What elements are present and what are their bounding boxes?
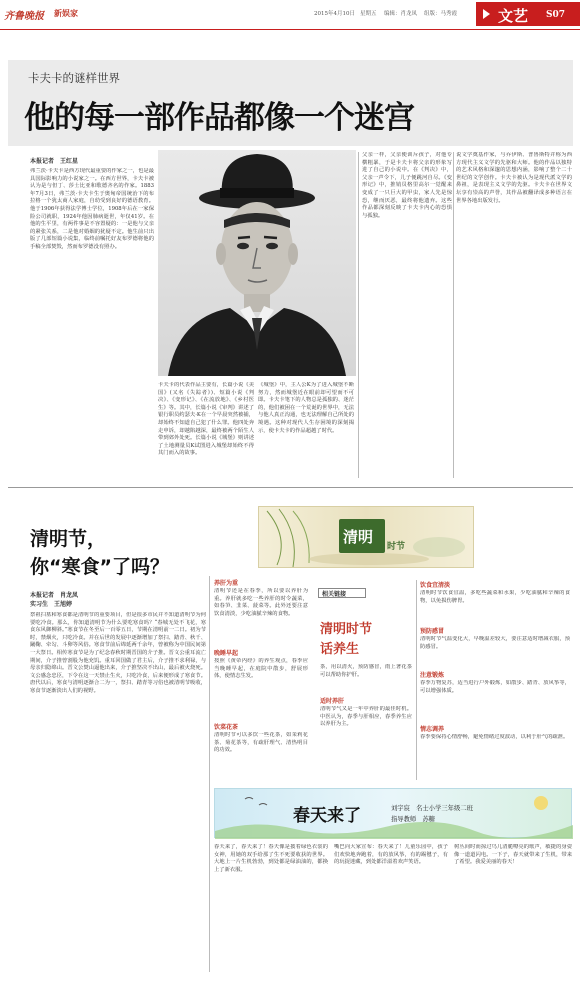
qingming-headline-1: 清明节， [30, 528, 107, 550]
yangsheng-tip-text-5: 春季要保持心情舒畅，避免情绪过度波动，以利于肝气的疏泄。 [420, 734, 569, 740]
header-weekday: 星期五 [360, 11, 377, 17]
kafka-col-divider [453, 152, 454, 478]
page-header [0, 0, 580, 30]
yangsheng-tip-text-2: 清明时节饮食宜温，多吃些蔬菜和水果，少吃油腻和辛辣的食物，以免损伤脾胃。 [420, 590, 570, 604]
section-divider [8, 487, 573, 488]
qingming-banner [258, 506, 474, 568]
yangsheng-tip-heading-5: 情志调养 [420, 726, 445, 733]
kafka-kicker: 卡夫卡的谜样世界 [28, 71, 120, 85]
tip-heading-1: 养肝为重 [214, 580, 239, 587]
section-marker-icon [483, 9, 490, 19]
qingming-col-divider [209, 576, 210, 972]
kafka-portrait [158, 150, 356, 376]
spring-byline-1: 刘宇宸 名士小学三年级二班 [391, 805, 473, 812]
tip-text-2: 按照《黄帝内经》的养生观点，春季应当晚睡早起，在庭院中散步，舒展形体，使情志生发。 [214, 658, 308, 680]
yangsheng-tip-text-4: 春季万物复苏，适当进行户外锻炼，如散步、踏青、放风筝等，可以增强体质。 [420, 680, 570, 694]
spring-title: 春天来了 [293, 806, 361, 826]
spring-col-1: 春天来了，春天来了！春天像是披着绿色衣裳的女神，用她的双手给那了生不死要收获的世界。大地上一片生机勃勃，到处都是绿油油的，都换上了新衣服。 [214, 844, 328, 873]
banner-subtitle: 时节 [387, 542, 406, 552]
kafka-col-2: 卡夫卡的代表作品主要有，长篇小说《美国》(又名《失踪者》)、短篇小说《判决》、《变形记》、《在流放地》、《乡村医生》等。其中，长篇小说《审判》讲述了银行职员约瑟夫·K在一个早晨突然被捕，却始终不知道自己犯了什么罪。他四处奔走申诉，却越陷越深，最终被两个陌生人带到郊外处死。长篇小说《城堡》则讲述了土地测量员K试图进入城堡却始终不得其门而入的故事。 [158, 382, 254, 457]
paper-subsection: 新娱家 [54, 8, 78, 18]
paper-logo: 齐鲁晚报 [4, 11, 44, 22]
tip-heading-3: 饮菜花茶 [214, 724, 239, 731]
section-title: 文艺 [498, 7, 529, 25]
yangsheng-title-1: 清明时节 [320, 622, 373, 637]
yangsheng-tip-text-3: 清明时节气温变化大，早晚温差较大，要注意适时增减衣服，预防感冒。 [420, 636, 570, 650]
header-date: 2015年4月10日 [314, 11, 355, 17]
yangsheng-tip-heading-4: 注意锻炼 [420, 672, 445, 679]
spring-col-3: 树丛间时而掠过鸟儿清脆嘹亮的歌声，敏捷的身姿像一道道闪电。一下子，春天就带来了生机，带来了希望。我爱美丽的春天！ [454, 844, 572, 866]
portrait-figure [158, 150, 356, 376]
tip-text-3: 清明时节可以多饮一些花茶，如茉莉花茶、菊花茶等，有疏肝理气、清热明目的功效。 [214, 732, 308, 754]
qingming-headline-2: 你“寒食”了吗？ [30, 556, 169, 578]
spring-byline-2: 指导教师 苏糖 [391, 816, 436, 823]
yangsheng-tip-heading-3: 预防感冒 [420, 628, 445, 635]
qingming-body: 祭祖扫墓和寒食都是清明节的重要项目，但是很多市民并不知道清明节为何要吃冷食。那么，你知道清明节为什么要吃寒食吗？“春城无处不飞花，寒食东风御柳斜。”寒食节在冬至后一百零五日，节期在清明前一二日。初为节时，禁烟火，只吃冷食。并在后世的发展中逐渐增加了祭扫、踏青、秋千、蹴鞠、牵勾、斗卵等风俗。寒食节前后绵延两千余年，曾被称为中国民间第一大祭日。相传寒食节是为了纪念春秋时期晋国的介子推。晋文公重耳流亡期间，介子推曾割股为他充饥。重耳回国做了君主后，介子推不求利禄，与母亲归隐绵山。晋文公焚山逼他出来，介子推坚决不出山，最后被火烧死。文公感念忠臣，下令在这一天禁止生火，只吃冷食，后来便形成了寒食节。唐代以后，寒食与清明逐渐合二为一，祭扫、踏青等习俗也被清明节吸收，寒食节逐渐淡出人们的视野。 [30, 612, 206, 694]
yangsheng-label: 相关链接 [322, 591, 347, 598]
section-tag [476, 2, 580, 26]
kafka-col-3: 《城堡》中，主人公K为了进入城堡不断努力，然而城堡近在眼前却可望而不可即。卡夫卡笔下的人物总是孤独的、迷茫的，他们被困在一个荒诞的世界中，无法与他人真正沟通，也无法理解自己所处的境遇。这种对现代人生存困境的深刻揭示，使卡夫卡的作品超越了时代。 [258, 382, 354, 434]
banner-title-box [339, 519, 385, 553]
page-number: S07 [546, 10, 566, 20]
kafka-col-5: 说文学奠基作家，与乔伊斯、普鲁斯特并称为西方现代主义文学的先驱和大师。他的作品以独特的艺术风格和深邃的思想内涵，影响了整个二十世纪的文学创作。卡夫卡被认为是现代派文学的鼻祖，是表现主义文学的先驱。卡夫卡在世界文坛享有崇高的声誉，其作品被翻译成多种语言在世界各地出版发行。 [456, 152, 572, 204]
tip-text-1: 清明节还是在春季，所以要以养肝为重。养肝就多吃一些养肝的时令蔬菜，如春笋、韭菜、菠菜等。此外还要注意饮食清淡，少吃油腻辛辣的食物。 [214, 588, 308, 617]
qingming-byline-2: 实习生 王旭婷 [30, 601, 73, 608]
yangsheng-intro: 茶，用以清火，预防感冒，雨上著花茶可以帮助你护肝。 [320, 664, 412, 678]
yangsheng-tip-heading-1: 适时养肝 [320, 698, 345, 705]
kafka-col-4: 父亲一样，父亲便训斥孩子，对他专横粗暴，于是卡夫卡将父亲的形象写进了自己的小说中。在《判决》中，父亲一声令下，儿子便跳河自尽。《变形记》中，推销员格里高尔一觉醒来变成了一只巨大的甲虫，家人先是惊恐，继而厌恶，最终将他遗弃。这些作品都深刻反映了卡夫卡内心的恐惧与孤独。 [362, 152, 452, 219]
qingming-byline-1: 本报记者 肖龙凤 [30, 592, 79, 599]
tip-heading-2: 晚睡早起 [214, 650, 239, 657]
yangsheng-title-2: 话养生 [320, 642, 360, 657]
spring-banner [214, 788, 572, 838]
kafka-byline: 本报记者 王红星 [30, 158, 79, 165]
header-editor: 编辑：肖龙凤 [384, 11, 418, 17]
header-layout: 组版：马秀霞 [424, 11, 458, 17]
header-rule [0, 29, 580, 30]
yangsheng-divider [416, 580, 417, 780]
yangsheng-tip-heading-2: 饮食宜清淡 [420, 582, 451, 589]
kafka-col-1: 弗兰茨·卡夫卡是西方现代最重要的作家之一，也是最具国际影响力的小说家之一。在西方世界，卡夫卡被认为是与但丁、莎士比亚和歌德齐名的作家。1883年7月3日，弗兰茨·卡夫卡生于奥匈帝国统治下的布拉格一个犹太商人家庭，自幼受到良好的德语教育。他于1906年获得法学博士学位，1908年后在一家保险公司就职，1924年他因肺病逝世，年仅41岁。在他的生平里，有两件事是不容置疑的：一是他与父亲的紧张关系，二是他对婚姻的犹疑不定。他生前只出版了几部短篇小说集，临终前嘱托好友布罗德将他的手稿全部焚毁，然而布罗德没有照办。 [30, 168, 154, 250]
yangsheng-tip-text-1: 清明节气又是一年中养肝的最佳时机。中医认为，春季与肝相应，春季养生应以养肝为主。 [320, 706, 412, 728]
spring-col-2: 嘴巴向大家宣布：春天来了！儿童乐园中，孩子们欢快地奔跑着，有的放风筝，有的踢毽子，有的玩捉迷藏，到处都洋溢着欢声笑语。 [334, 844, 448, 866]
kafka-col-divider [358, 152, 359, 478]
kafka-headline: 他的每一部作品都像一个迷宫 [24, 100, 414, 136]
banner-title: 清明 [343, 528, 374, 546]
